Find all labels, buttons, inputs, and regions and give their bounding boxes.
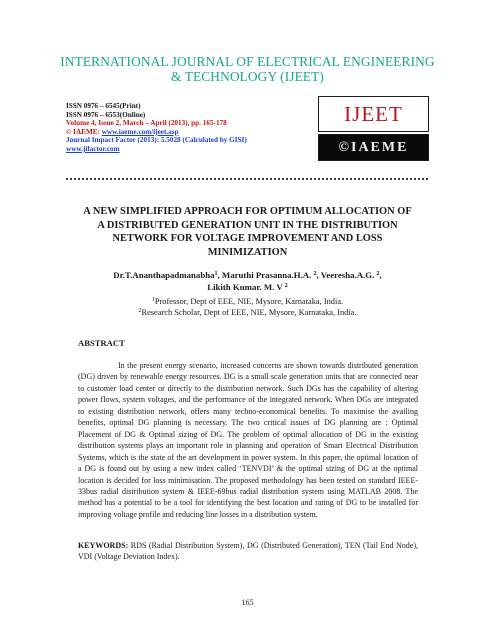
author-3: , Veeresha.A.G. (316, 270, 377, 280)
jifactor-link[interactable]: www.jifactor.com (66, 144, 120, 153)
keywords-label: KEYWORDS: (78, 541, 129, 550)
journal-title-line-2: & TECHNOLOGY (IJEET) (171, 69, 324, 84)
iaeme-link[interactable]: www.iaeme.com/ijeet.asp (101, 127, 179, 136)
journal-title-line-1: INTERNATIONAL JOURNAL OF ELECTRICAL ENGINEERING (60, 54, 435, 69)
ijeet-logo (318, 96, 429, 132)
keywords (78, 540, 418, 562)
impact-factor: Journal Impact Factor (2013): 5.5028 (Calculated by GISI) (66, 136, 247, 145)
affiliation-2-mark: 2 (138, 308, 142, 314)
author-2-affil: 2 (313, 271, 317, 277)
volume-info: Volume 4, Issue 2, March – April (2013), pp. 165-178 (66, 119, 227, 128)
paper-title-line-3: NETWORK FOR VOLTAGE IMPROVEMENT AND LOSS (112, 233, 383, 244)
keywords-text: RDS (Radial Distribution System), DG (Distributed Generation), TEN (Tail End Node), VDI (Voltage Deviation Index). (78, 541, 418, 561)
paper-title (60, 205, 435, 259)
abstract-body: In the present energy scenario, increased concerns are shown towards distributed generation (DG) driven by renewable energy resources. DG is a small scale generation units that are connected near to customer load center or directly to the distribution network. Such DGs has the capability of altering power flows, system voltages, and the performance of the integrated network. When DGs are integrated to existing distribution network, offers many techno-economical benefits. To maximise the availing benefits, optimal DG planning is necessary. The two critical issues of DG planning are : Optimal Placement of DG & Optimal sizing of DG. The problem of optimal allocation of DG in the existing distribution systems plays an important role in planning and operation of Smart Electrical Distribution Systems, which is the state of the art development in power system. In this paper, the optimal location of a DG is found out by using a new index called ‘TENVDI’ & the optimal sizing of DG at the optimal location is decided for loss minimisation. The proposed methodology has been tested on standard IEEE-33bus radial distribution system & IEEE-69bus radial distribution system using MATLAB 2008. The method has a potential to be a tool for identifying the best location and rating of DG to be installed for improving voltage profile and reducing line losses in a distribution system. (78, 361, 418, 519)
author-line-2 (60, 282, 435, 294)
iaeme-line (66, 128, 316, 137)
author-2: , Maruthi Prasanna.H.A. (217, 270, 314, 280)
journal-title (30, 54, 465, 84)
paper-title-line-4: MINIMIZATION (207, 246, 288, 258)
issn-print: ISSN 0976 – 6545(Print) (66, 102, 141, 110)
iaeme-logo (318, 134, 429, 161)
affiliation-1 (60, 296, 435, 307)
affiliation-2-text: Research Scholar, Dept of EEE, NIE, Mysore, Karnataka, India. (141, 308, 357, 317)
author-list (60, 270, 435, 293)
author-3-affil: 2 (376, 271, 380, 277)
author-4-affil: 2 (284, 282, 288, 289)
author-1: Dr.T.Ananthapadmanabha (113, 270, 215, 280)
author-3-tail: , (379, 270, 382, 280)
affiliation-1-text: Professor, Dept of EEE, NIE, Mysore, Karnataka, India. (154, 297, 344, 306)
ijeet-logo-text: IJEET (344, 101, 403, 126)
page-number: 165 (241, 598, 254, 607)
author-1-affil: 1 (214, 271, 218, 277)
iaeme-logo-text: ©IAEME (338, 139, 409, 155)
affiliation-1-mark: 1 (151, 297, 155, 303)
affiliations (60, 296, 435, 318)
paper-title-line-2: A DISTRIBUTED GENERATION UNIT IN THE DISTRIBUTION (97, 219, 398, 231)
dotted-divider (66, 178, 428, 180)
author-4: Likith Kumar. M. V (207, 281, 285, 292)
abstract-heading: ABSTRACT (78, 338, 125, 348)
author-line-1 (60, 270, 435, 282)
issn-block (66, 102, 316, 154)
iaeme-prefix: © IAEME: (66, 127, 102, 136)
issn-online: ISSN 0976 – 6553(Online) (66, 110, 146, 119)
affiliation-2 (60, 307, 435, 318)
paper-title-line-1: A NEW SIMPLIFIED APPROACH FOR OPTIMUM ALLOCATION OF (83, 206, 412, 217)
